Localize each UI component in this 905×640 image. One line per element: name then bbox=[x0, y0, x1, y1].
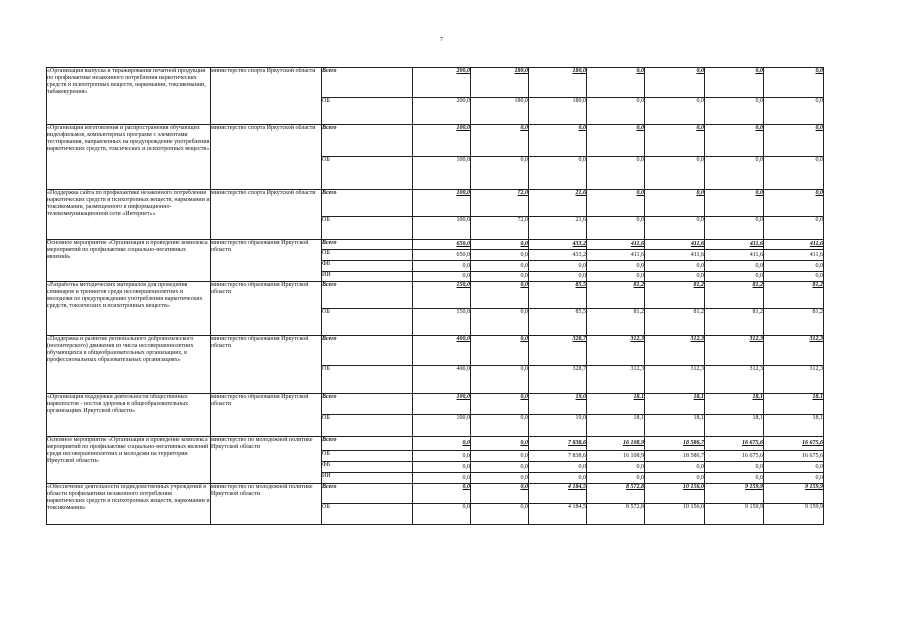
amount-cell: 81,2 bbox=[764, 282, 824, 309]
amount-cell: 81,2 bbox=[645, 282, 705, 309]
table-row bbox=[47, 282, 824, 309]
activity-name: «Обеспечение деятельности подведомственных учреждений в области профилактики незаконного потребления наркотических средств и психотропных веществ, наркомании и токсикомании» bbox=[47, 484, 211, 525]
amount-cell: 150,0 bbox=[413, 309, 471, 336]
amount-cell: 411,6 bbox=[764, 250, 824, 261]
amount-cell: 0,0 bbox=[413, 261, 471, 272]
amount-cell: 16 675,6 bbox=[764, 437, 824, 451]
amount-cell: 18,1 bbox=[645, 415, 705, 437]
funding-source: ФБ bbox=[322, 261, 413, 272]
funding-source: ИИ bbox=[322, 473, 413, 484]
amount-cell: 9 159,9 bbox=[705, 504, 764, 525]
table-row bbox=[47, 125, 824, 157]
amount-cell: 411,6 bbox=[705, 250, 764, 261]
amount-cell: 0,0 bbox=[645, 98, 705, 125]
amount-cell: 0,0 bbox=[471, 394, 529, 415]
amount-cell: 72,0 bbox=[471, 190, 529, 217]
amount-cell: 400,0 bbox=[413, 366, 471, 394]
funding-source: ОБ bbox=[322, 451, 413, 462]
activity-name: «Организация изготовления и распространения обучающих видеофильмов, компьютерных программ с элементами тестирования, направленных на предупреждение употребления наркотических средств, токсических и психотропных веществ» bbox=[47, 125, 211, 190]
executor-name: министерство образования Иркутской области bbox=[211, 336, 322, 394]
funding-source: Всего bbox=[322, 437, 413, 451]
amount-cell: 0,0 bbox=[764, 261, 824, 272]
amount-cell: 100,0 bbox=[413, 217, 471, 240]
amount-cell: 0,0 bbox=[645, 125, 705, 157]
amount-cell: 0,0 bbox=[764, 190, 824, 217]
amount-cell: 0,0 bbox=[705, 462, 764, 473]
funding-source: Всего bbox=[322, 336, 413, 366]
amount-cell: 433,2 bbox=[529, 240, 587, 250]
amount-cell: 16 108,9 bbox=[587, 437, 645, 451]
amount-cell: 0,0 bbox=[471, 309, 529, 336]
amount-cell: 328,7 bbox=[529, 366, 587, 394]
amount-cell: 312,3 bbox=[764, 336, 824, 366]
amount-cell: 18,1 bbox=[705, 394, 764, 415]
funding-source: Всего bbox=[322, 68, 413, 98]
amount-cell: 18,1 bbox=[587, 394, 645, 415]
amount-cell: 0,0 bbox=[587, 157, 645, 190]
amount-cell: 650,0 bbox=[413, 250, 471, 261]
table-body bbox=[47, 68, 824, 525]
amount-cell: 312,3 bbox=[645, 336, 705, 366]
amount-cell: 0,0 bbox=[587, 68, 645, 98]
funding-source: Всего bbox=[322, 394, 413, 415]
amount-cell: 0,0 bbox=[471, 240, 529, 250]
amount-cell: 0,0 bbox=[645, 190, 705, 217]
amount-cell: 0,0 bbox=[764, 125, 824, 157]
amount-cell: 0,0 bbox=[587, 473, 645, 484]
amount-cell: 0,0 bbox=[587, 462, 645, 473]
amount-cell: 18,1 bbox=[645, 394, 705, 415]
executor-name: министерство по молодежной политике Иркутской области bbox=[211, 484, 322, 525]
amount-cell: 0,0 bbox=[705, 261, 764, 272]
budget-table bbox=[46, 67, 824, 525]
amount-cell: 81,2 bbox=[587, 282, 645, 309]
amount-cell: 200,0 bbox=[413, 98, 471, 125]
amount-cell: 0,0 bbox=[645, 157, 705, 190]
amount-cell: 81,2 bbox=[705, 282, 764, 309]
amount-cell: 0,0 bbox=[471, 451, 529, 462]
amount-cell: 0,0 bbox=[413, 504, 471, 525]
amount-cell: 0,0 bbox=[705, 190, 764, 217]
amount-cell: 0,0 bbox=[471, 125, 529, 157]
amount-cell: 400,0 bbox=[413, 336, 471, 366]
amount-cell: 312,3 bbox=[764, 366, 824, 394]
amount-cell: 0,0 bbox=[413, 473, 471, 484]
amount-cell: 0,0 bbox=[413, 484, 471, 504]
amount-cell: 0,0 bbox=[413, 451, 471, 462]
amount-cell: 411,6 bbox=[587, 250, 645, 261]
table-row bbox=[47, 394, 824, 415]
funding-source: ОБ bbox=[322, 98, 413, 125]
amount-cell: 0,0 bbox=[587, 217, 645, 240]
amount-cell: 312,3 bbox=[705, 366, 764, 394]
amount-cell: 72,0 bbox=[471, 217, 529, 240]
executor-name: министерство образования Иркутской области bbox=[211, 282, 322, 336]
amount-cell: 0,0 bbox=[705, 217, 764, 240]
activity-name: «Поддержка и развитие регионального добровольческого (волонтерского) движения из числа несовершеннолетних обучающихся в общеобразовательных организациях, в профессиональных образовательных организациях» bbox=[47, 336, 211, 394]
executor-name: министерство по молодежной политике Иркутской области bbox=[211, 437, 322, 484]
amount-cell: 18,1 bbox=[705, 415, 764, 437]
amount-cell: 7 838,6 bbox=[529, 437, 587, 451]
amount-cell: 0,0 bbox=[413, 272, 471, 282]
amount-cell: 0,0 bbox=[764, 473, 824, 484]
amount-cell: 18,1 bbox=[764, 394, 824, 415]
table-row bbox=[47, 437, 824, 451]
amount-cell: 100,0 bbox=[413, 394, 471, 415]
table-row bbox=[47, 190, 824, 217]
activity-name: «Организация поддержки деятельности общественных наркопостов - постов здоровья в общеобразовательных организациях Иркутской области» bbox=[47, 394, 211, 437]
amount-cell: 411,6 bbox=[705, 240, 764, 250]
amount-cell: 9 159,9 bbox=[764, 484, 824, 504]
amount-cell: 0,0 bbox=[764, 272, 824, 282]
amount-cell: 18 586,7 bbox=[645, 451, 705, 462]
funding-source: ОБ bbox=[322, 157, 413, 190]
funding-source: Всего bbox=[322, 282, 413, 309]
amount-cell: 100,0 bbox=[413, 190, 471, 217]
amount-cell: 0,0 bbox=[413, 437, 471, 451]
amount-cell: 0,0 bbox=[764, 217, 824, 240]
amount-cell: 0,0 bbox=[645, 462, 705, 473]
amount-cell: 411,6 bbox=[587, 240, 645, 250]
activity-name: Основное мероприятие «Организация и проведение комплекса мероприятий по профилактике социально-негативных явлений» bbox=[47, 240, 211, 282]
amount-cell: 85,5 bbox=[529, 282, 587, 309]
amount-cell: 9 159,9 bbox=[764, 504, 824, 525]
amount-cell: 0,0 bbox=[471, 437, 529, 451]
funding-source: ОБ bbox=[322, 415, 413, 437]
amount-cell: 0,0 bbox=[529, 462, 587, 473]
amount-cell: 411,6 bbox=[645, 250, 705, 261]
table-row bbox=[47, 484, 824, 504]
amount-cell: 0,0 bbox=[705, 98, 764, 125]
amount-cell: 0,0 bbox=[471, 272, 529, 282]
funding-source: ИИ bbox=[322, 272, 413, 282]
amount-cell: 0,0 bbox=[645, 217, 705, 240]
amount-cell: 19,0 bbox=[529, 415, 587, 437]
amount-cell: 10 156,0 bbox=[645, 484, 705, 504]
amount-cell: 411,6 bbox=[645, 240, 705, 250]
amount-cell: 0,0 bbox=[645, 261, 705, 272]
funding-source: Всего bbox=[322, 240, 413, 250]
amount-cell: 0,0 bbox=[529, 157, 587, 190]
amount-cell: 0,0 bbox=[764, 68, 824, 98]
amount-cell: 0,0 bbox=[471, 473, 529, 484]
amount-cell: 0,0 bbox=[471, 366, 529, 394]
amount-cell: 4 184,5 bbox=[529, 504, 587, 525]
activity-name: «Поддержка сайта по профилактике незаконного потребления наркотических средств и психотропных веществ, наркомании и токсикомании, размещенного в информационно-телекоммуникационной сети «Интернет»» bbox=[47, 190, 211, 240]
amount-cell: 0,0 bbox=[471, 336, 529, 366]
amount-cell: 0,0 bbox=[529, 473, 587, 484]
amount-cell: 200,0 bbox=[413, 68, 471, 98]
executor-name: министерство спорта Иркутской области bbox=[211, 190, 322, 240]
funding-source: Всего bbox=[322, 190, 413, 217]
amount-cell: 16 675,6 bbox=[764, 451, 824, 462]
amount-cell: 433,2 bbox=[529, 250, 587, 261]
amount-cell: 180,0 bbox=[529, 68, 587, 98]
amount-cell: 180,0 bbox=[471, 68, 529, 98]
amount-cell: 0,0 bbox=[645, 68, 705, 98]
amount-cell: 0,0 bbox=[471, 282, 529, 309]
amount-cell: 312,3 bbox=[705, 336, 764, 366]
amount-cell: 0,0 bbox=[764, 462, 824, 473]
amount-cell: 0,0 bbox=[529, 272, 587, 282]
amount-cell: 10 156,0 bbox=[645, 504, 705, 525]
amount-cell: 0,0 bbox=[471, 462, 529, 473]
activity-name: «Разработка методических материалов для проведения семинаров и тренингов среди несовершеннолетних и молодежи по предупреждению употребления наркотических средств, токсических и психотропных веществ» bbox=[47, 282, 211, 336]
table-row bbox=[47, 336, 824, 366]
amount-cell: 4 184,5 bbox=[529, 484, 587, 504]
activity-name: Основное мероприятие «Организация и проведение комплекса мероприятий по профилактике социально-негативных явлений среди несовершеннолетних и молодежи на территории Иркутской области» bbox=[47, 437, 211, 484]
amount-cell: 180,0 bbox=[529, 98, 587, 125]
amount-cell: 0,0 bbox=[705, 68, 764, 98]
amount-cell: 18,1 bbox=[764, 415, 824, 437]
amount-cell: 180,0 bbox=[471, 98, 529, 125]
amount-cell: 0,0 bbox=[705, 272, 764, 282]
amount-cell: 0,0 bbox=[705, 157, 764, 190]
amount-cell: 7 838,6 bbox=[529, 451, 587, 462]
amount-cell: 81,2 bbox=[705, 309, 764, 336]
activity-name: «Организация выпуска и тиражирования печатной продукции по профилактике незаконного потребления наркотических средств и психотропных веществ, наркомании, токсикомании, табакокурения» bbox=[47, 68, 211, 125]
amount-cell: 411,6 bbox=[764, 240, 824, 250]
amount-cell: 0,0 bbox=[645, 473, 705, 484]
executor-name: министерство спорта Иркутской области bbox=[211, 68, 322, 125]
amount-cell: 8 572,8 bbox=[587, 484, 645, 504]
amount-cell: 0,0 bbox=[413, 462, 471, 473]
funding-source: ОБ bbox=[322, 250, 413, 261]
amount-cell: 16 675,6 bbox=[705, 437, 764, 451]
amount-cell: 650,0 bbox=[413, 240, 471, 250]
page-number: 7 bbox=[440, 37, 443, 43]
amount-cell: 0,0 bbox=[705, 473, 764, 484]
amount-cell: 0,0 bbox=[764, 157, 824, 190]
amount-cell: 9 159,9 bbox=[705, 484, 764, 504]
funding-source: Всего bbox=[322, 484, 413, 504]
amount-cell: 16 108,9 bbox=[587, 451, 645, 462]
amount-cell: 0,0 bbox=[471, 261, 529, 272]
funding-source: ОБ bbox=[322, 217, 413, 240]
amount-cell: 312,3 bbox=[645, 366, 705, 394]
amount-cell: 0,0 bbox=[587, 261, 645, 272]
amount-cell: 0,0 bbox=[529, 261, 587, 272]
executor-name: министерство образования Иркутской области bbox=[211, 394, 322, 437]
amount-cell: 100,0 bbox=[413, 415, 471, 437]
amount-cell: 16 675,6 bbox=[705, 451, 764, 462]
amount-cell: 0,0 bbox=[705, 125, 764, 157]
amount-cell: 0,0 bbox=[764, 98, 824, 125]
amount-cell: 150,0 bbox=[413, 282, 471, 309]
amount-cell: 312,3 bbox=[587, 366, 645, 394]
funding-source: Всего bbox=[322, 125, 413, 157]
amount-cell: 85,5 bbox=[529, 309, 587, 336]
amount-cell: 0,0 bbox=[471, 504, 529, 525]
amount-cell: 0,0 bbox=[587, 190, 645, 217]
executor-name: министерство спорта Иркутской области bbox=[211, 125, 322, 190]
amount-cell: 81,2 bbox=[764, 309, 824, 336]
funding-source: ОБ bbox=[322, 366, 413, 394]
amount-cell: 0,0 bbox=[587, 272, 645, 282]
amount-cell: 81,2 bbox=[645, 309, 705, 336]
amount-cell: 0,0 bbox=[471, 250, 529, 261]
funding-source: ФБ bbox=[322, 462, 413, 473]
amount-cell: 312,3 bbox=[587, 336, 645, 366]
amount-cell: 0,0 bbox=[645, 272, 705, 282]
amount-cell: 0,0 bbox=[471, 157, 529, 190]
funding-source: ОБ bbox=[322, 309, 413, 336]
amount-cell: 8 572,8 bbox=[587, 504, 645, 525]
amount-cell: 21,6 bbox=[529, 190, 587, 217]
funding-source: ОБ bbox=[322, 504, 413, 525]
amount-cell: 0,0 bbox=[471, 484, 529, 504]
amount-cell: 0,0 bbox=[471, 415, 529, 437]
amount-cell: 0,0 bbox=[529, 125, 587, 157]
amount-cell: 100,0 bbox=[413, 157, 471, 190]
amount-cell: 19,0 bbox=[529, 394, 587, 415]
amount-cell: 0,0 bbox=[587, 125, 645, 157]
amount-cell: 328,7 bbox=[529, 336, 587, 366]
amount-cell: 21,6 bbox=[529, 217, 587, 240]
table-row bbox=[47, 240, 824, 250]
table-row bbox=[47, 68, 824, 98]
amount-cell: 18 586,7 bbox=[645, 437, 705, 451]
amount-cell: 18,1 bbox=[587, 415, 645, 437]
amount-cell: 0,0 bbox=[587, 98, 645, 125]
amount-cell: 81,2 bbox=[587, 309, 645, 336]
amount-cell: 100,0 bbox=[413, 125, 471, 157]
executor-name: министерство образования Иркутской области bbox=[211, 240, 322, 282]
